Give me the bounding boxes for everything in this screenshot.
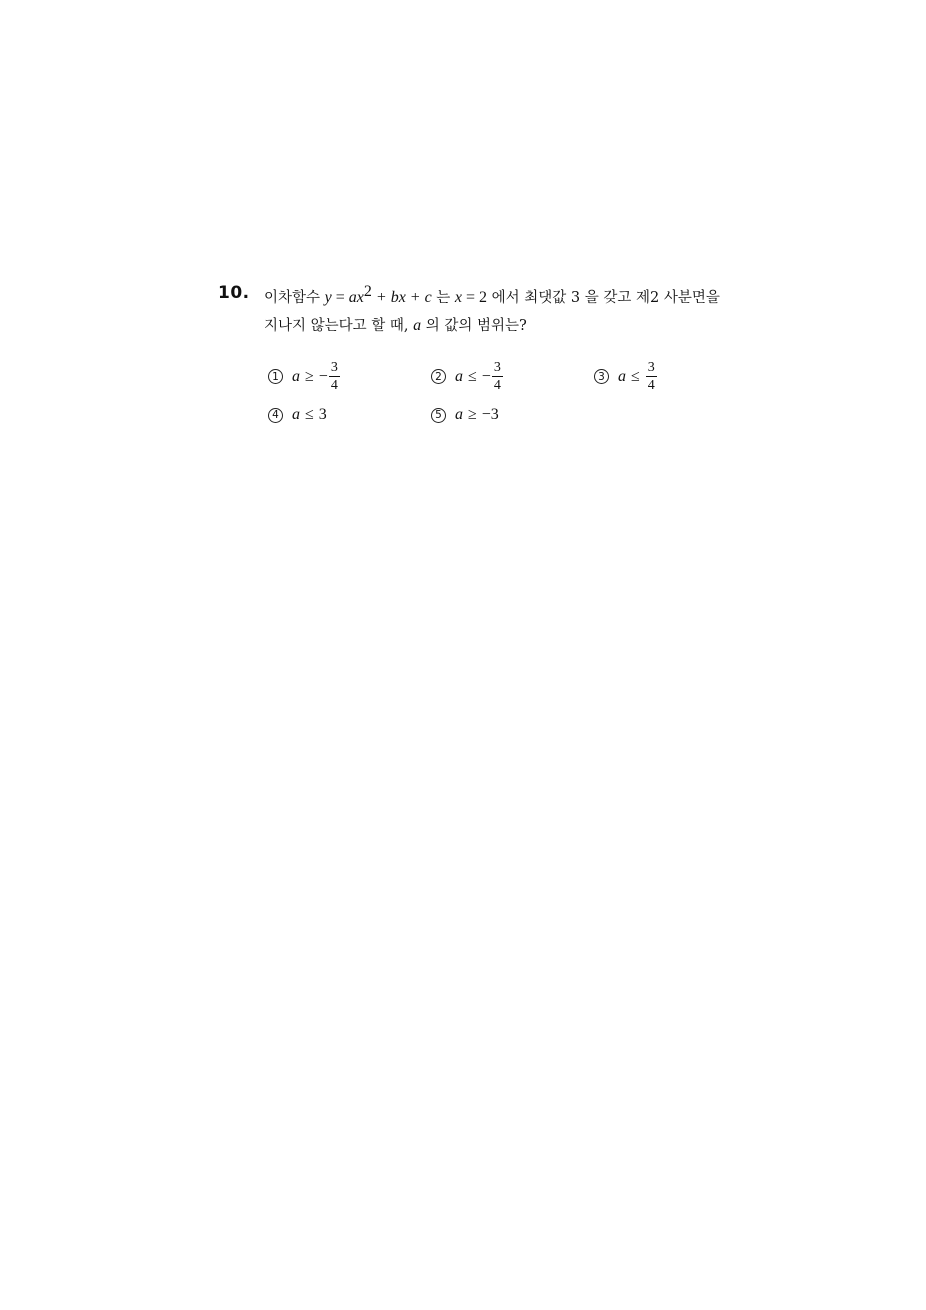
- problem-number: 10.: [218, 283, 250, 303]
- fraction-bar: [646, 376, 657, 377]
- choice-marker: 5: [431, 408, 446, 423]
- fraction-bar: [492, 376, 503, 377]
- answer-choices: [268, 360, 748, 430]
- choice-1[interactable]: 1 a ≥ − $\frac{3}{4}$: [268, 360, 340, 393]
- fraction-bar: [329, 376, 340, 377]
- problem-stem: [264, 284, 784, 340]
- eq-y: y: [324, 289, 332, 306]
- choice-5[interactable]: 5 a ≥ −3: [431, 406, 499, 424]
- choice-marker: 3: [594, 369, 609, 384]
- fraction: $\frac{3}{4}$: [330, 360, 338, 393]
- choice-4[interactable]: 4 a ≤ 3: [268, 406, 327, 424]
- choice-marker: 2: [431, 369, 446, 384]
- stem-line-2: 지나지 않는다고 할 때, a 의 값의 범위는?: [264, 317, 527, 334]
- choice-3[interactable]: 3 a ≤ $\frac{3}{4}$: [594, 360, 657, 393]
- fraction: $\frac{3}{4}$: [493, 360, 501, 393]
- fraction: $\frac{3}{4}$: [647, 360, 655, 393]
- choice-2[interactable]: 2 a ≤ − $\frac{3}{4}$: [431, 360, 503, 393]
- choice-marker: 1: [268, 369, 283, 384]
- stem-line-1: 이차함수 $y = ax^2$ + bx + c 는 x = 2 에서 최댓값 3 을 갖고 제2 사분면을: [264, 283, 720, 306]
- choice-marker: 4: [268, 408, 283, 423]
